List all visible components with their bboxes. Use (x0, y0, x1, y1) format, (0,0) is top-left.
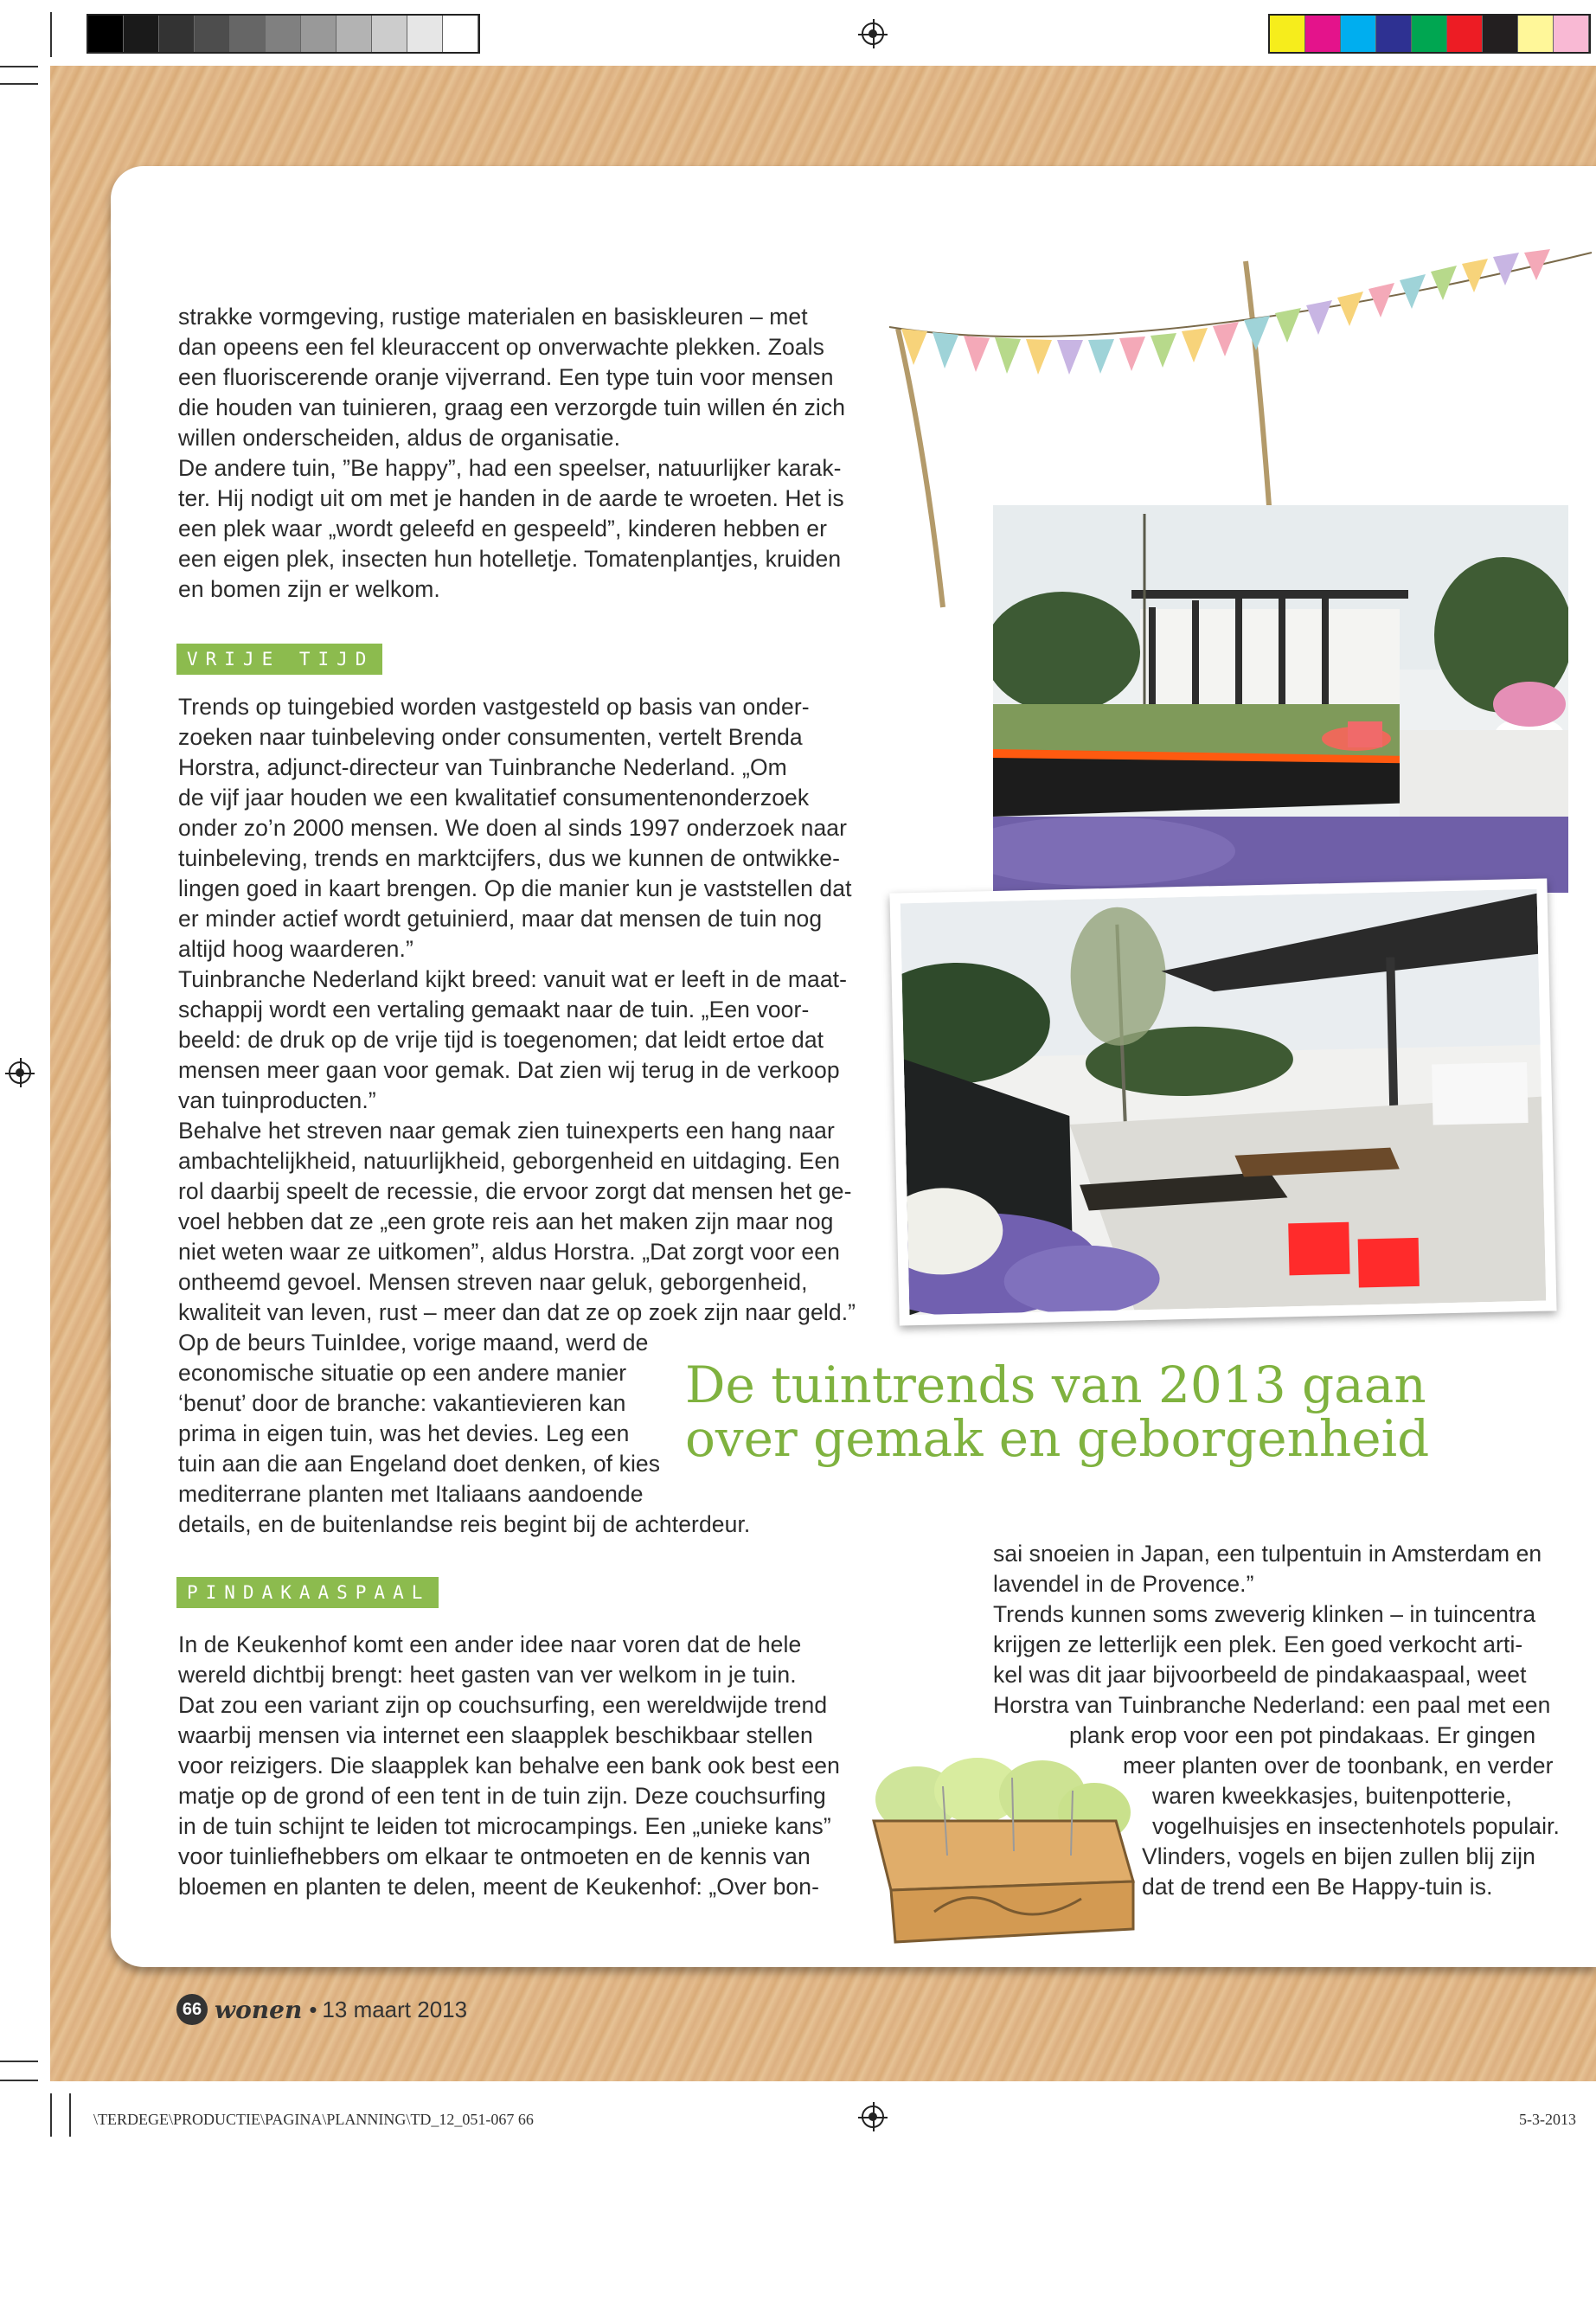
section-pindakaaspaal-text: In de Keukenhof komt een ander idee naar voren dat de hele wereld dichtbij brengt: heet gasten van ver welkom in je tuin. Dat zou een variant zijn op couchsurfing, een wereldwijde trend waarbij mensen via internet een slaapplek beschikbaar stellen voor reizigers. Die slaapplek kan behalve een bank ook best een matje op de grond of een tent in de tuin zijn. Deze couchsurfing in de tuin schijnt te leiden tot microcampings. Een „unieke kans” voor tuinliefhebbers om elkaar te ontmoeten en de kennis van bloemen en planten te delen, meent de Keukenhof: „Over bon- (178, 1631, 840, 1900)
crop-mark (50, 12, 52, 57)
right-column-text: sai snoeien in Japan, een tulpentuin in Amsterdam en lavendel in de Provence.” Trends kunnen soms zweverig klinken – in tuincentra krijgen ze letterlijk een plek. Een goed verkocht arti- kel was dit jaar bijvoorbeeld de pindakaaspaal, weet Horstra van Tuinbranche Nederland: een paal met een (993, 1541, 1551, 1718)
section-label-pindakaaspaal: PINDAKAASPAAL (176, 1577, 439, 1608)
magazine-brand: wonen (215, 1995, 303, 2024)
slug-date: 5-3-2013 (1519, 2111, 1576, 2128)
crop-mark (0, 2080, 38, 2081)
crop-mark (0, 2061, 38, 2062)
file-path-slug: \TERDEGE\PRODUCTIE\PAGINA\PLANNING\TD_12_051-067 66 (93, 2111, 534, 2128)
crop-mark (0, 66, 38, 67)
pull-quote-headline: De tuintrends van 2013 gaan over gemak en geborgenheid (685, 1356, 1430, 1468)
crop-mark (0, 83, 38, 85)
garden-photo-1 (993, 505, 1568, 893)
right-column-wrap-text: plank erop voor een pot pindakaas. Er gingen meer planten over de toonbank, en verder waren kweekkasjes, buitenpotterie, vogelhuisjes en insectenhotels populair. Vlinders, vogels en bijen zullen blij zijn dat de trend een Be Happy-tuin is. (1069, 1722, 1561, 1900)
garden-photo-2-frame (889, 878, 1556, 1325)
grayscale-bar (87, 14, 480, 54)
section-label-vrije-tijd: VRIJE TIJD (176, 644, 382, 675)
crop-mark (69, 2093, 71, 2137)
footer-separator: • (309, 1996, 317, 2022)
crop-mark (50, 2093, 52, 2137)
page-number: 66 (176, 1994, 208, 2025)
page-footer (176, 1994, 467, 2025)
color-bar (1268, 14, 1591, 54)
intro-text: strakke vormgeving, rustige materialen en basiskleuren – met dan opeens een fel kleuraccent op onverwachte plekken. Zoals een fluoriscerende oranje vijverrand. Een type tuin voor mensen die houden van tuinieren, graag een verzorgde tuin willen én zich willen onderscheiden, aldus de organisatie. De andere tuin, ”Be happy”, had een speelser, natuurlijker karak- ter. Hij nodigt uit om met je handen in de aarde te wroeten. Het is een plek waar „wordt geleefd en gespeeld”, kinderen hebben er een eigen plek, insecten hun hotelletje. Tomatenplantjes, kruiden en bomen zijn er welkom. (178, 304, 846, 602)
issue-date: 13 maart 2013 (322, 1996, 468, 2022)
section-vrije-tijd-text: Trends op tuingebied worden vastgesteld op basis van onder- zoeken naar tuinbeleving onder consumenten, vertelt Brenda Horstra, adjunct-directeur van Tuinbranche Nederland. „Om de vijf jaar houden we een kwalitatief consumentenonderzoek onder zo’n 2000 mensen. We doen al sinds 1997 onderzoek naar tuinbeleving, trends en marktcijfers, dus we kunnen de ontwikke- lingen goed in kaart brengen. Op die manier kun je vaststellen dat er minder actief wordt getuinierd, maar dat mensen de tuin nog altijd hoog waarderen.” Tuinbranche Nederland kijkt breed: vanuit wat er leeft in de maat- schappij wordt een vertaling gemaakt naar de tuin. „Een voor- beeld: de druk op de vrije tijd is toegenomen; dat leidt ertoe dat mensen meer gaan voor gemak. Dat zien wij terug in de verkoop van tuinproducten.” Behalve het streven naar gemak zien tuinexperts een hang naar ambachtelijkheid, natuurlijkheid, geborgenheid en uitdaging. Een rol daarbij speelt de recessie, die ervoor zorgt dat mensen het ge- voel hebben dat ze „een grote reis aan het maken zijn maar nog niet weten waar ze uitkomen”, aldus Horstra. „Dat zorgt voor een ontheemd gevoel. Mensen streven naar geluk, geborgenheid, kwaliteit van leven, rust – meer dan dat ze op zoek zijn naar geld.” Op de beurs TuinIdee, vorige maand, werd de economische situatie op een andere manier ‘benut’ door de branche: vakantievieren kan prima in eigen tuin, was het devies. Leg een tuin aan die aan Engeland doet denken, of kies mediterrane planten met Italiaans aandoende details, en de buitenlandse reis begint bij de achterdeur. (178, 694, 856, 1537)
registration-mark-left (9, 1061, 31, 1084)
garden-photo-2 (901, 889, 1547, 1316)
registration-mark-top (862, 22, 884, 45)
registration-mark-bottom (862, 2106, 884, 2128)
